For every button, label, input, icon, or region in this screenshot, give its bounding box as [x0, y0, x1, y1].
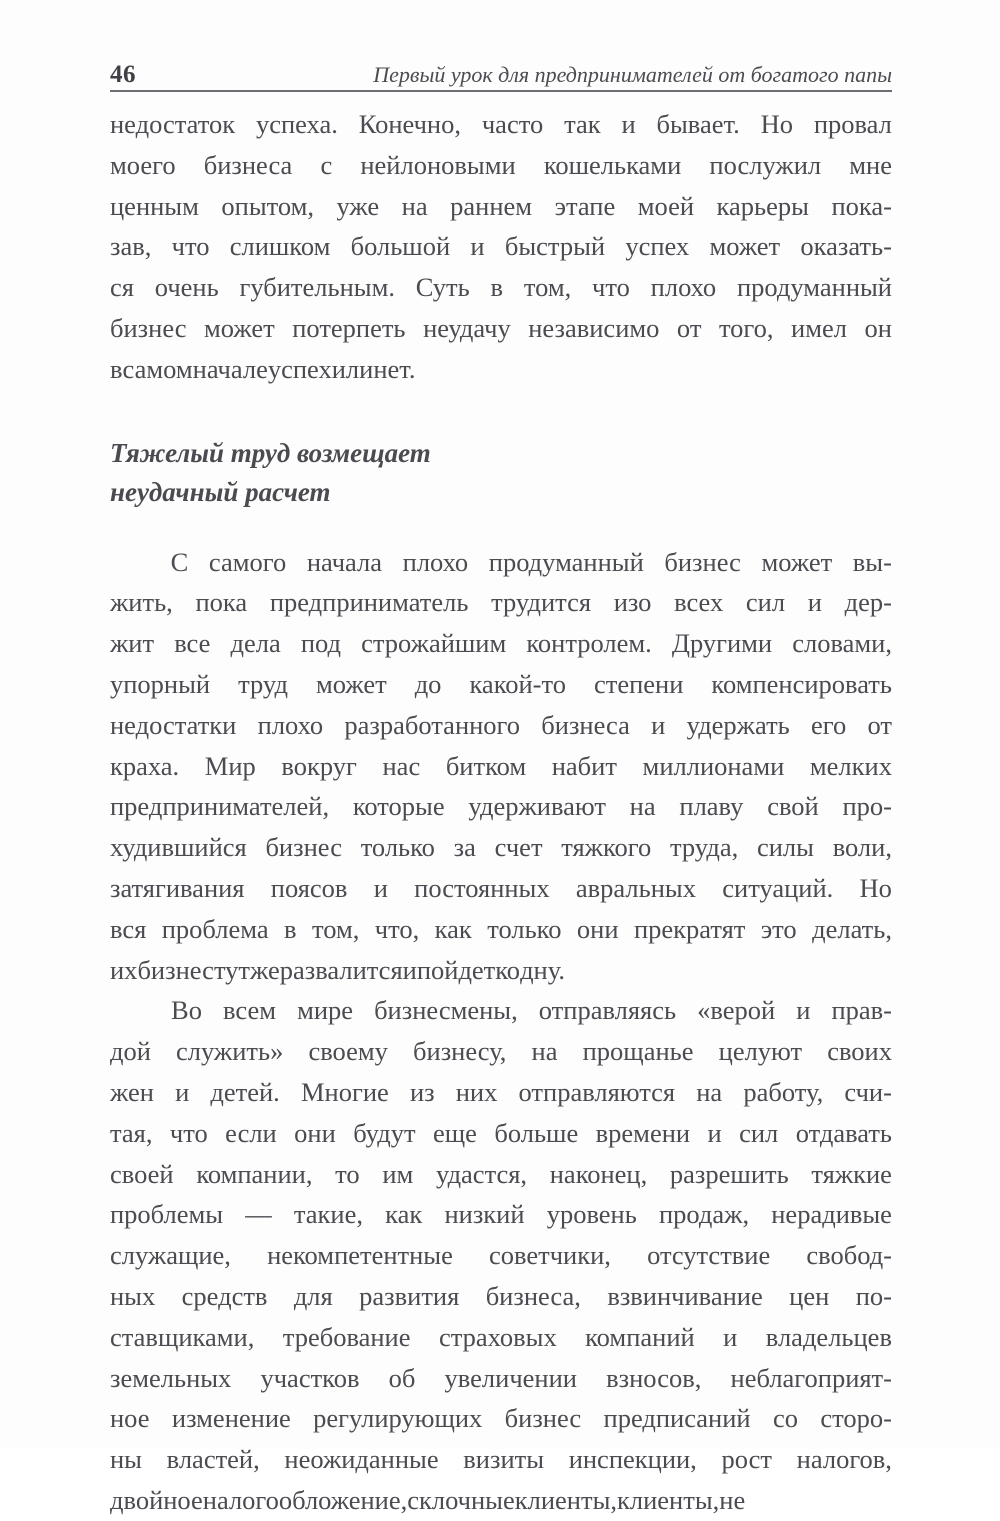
- word: тут: [213, 954, 250, 985]
- word: так: [564, 109, 601, 139]
- word: Суть: [415, 272, 470, 303]
- word: от: [676, 312, 702, 343]
- word: вокруг: [281, 750, 357, 781]
- word: нас: [382, 750, 421, 781]
- word: продуманный: [736, 272, 892, 303]
- word: он: [864, 312, 892, 343]
- text-line: [110, 1154, 892, 1195]
- word: прекратят: [633, 913, 746, 944]
- word: всем: [223, 995, 277, 1026]
- word: счет: [494, 832, 543, 863]
- word: ся: [110, 272, 134, 303]
- text-line: [110, 909, 892, 950]
- text-line: [110, 990, 892, 1031]
- word: что: [592, 272, 630, 303]
- word: сил: [739, 1117, 779, 1148]
- word: послужил: [709, 149, 822, 180]
- word: моей: [637, 190, 695, 221]
- word: неожиданные: [284, 1444, 439, 1475]
- word: предписаний: [603, 1403, 751, 1434]
- word: «верой: [697, 995, 776, 1026]
- word: все: [174, 628, 211, 659]
- word: воли,: [832, 832, 892, 863]
- word: дела: [230, 628, 281, 659]
- word: прощанье: [582, 1036, 694, 1067]
- word: продуманный: [488, 546, 644, 577]
- word: этапе: [554, 190, 616, 221]
- word: детей.: [210, 1076, 280, 1107]
- text-column: [110, 104, 892, 1521]
- word: времени: [595, 1117, 691, 1148]
- word: самого: [208, 546, 287, 577]
- text-line: [110, 827, 892, 868]
- word: регулирующих: [313, 1403, 483, 1434]
- word: карьеры: [716, 190, 809, 221]
- word: труд: [238, 668, 288, 699]
- word: свой: [767, 791, 819, 822]
- text-line: [110, 746, 892, 787]
- word: они: [576, 913, 619, 944]
- word: цен: [789, 1280, 830, 1311]
- text-line: [110, 1194, 892, 1235]
- word: прав-: [831, 995, 892, 1026]
- word: нет.: [373, 353, 416, 384]
- word: бизнес: [137, 954, 214, 985]
- word: пока: [195, 587, 248, 618]
- word: не: [719, 1484, 746, 1515]
- text-line: [110, 308, 892, 349]
- word: работу,: [743, 1076, 824, 1107]
- word: своему: [308, 1036, 388, 1067]
- word: независимо: [528, 312, 660, 343]
- text-line: [110, 786, 892, 827]
- text-line: [110, 1072, 892, 1113]
- word: —: [245, 1199, 272, 1230]
- word: Но: [760, 109, 793, 139]
- word: низкий: [444, 1199, 525, 1230]
- word: целуют: [718, 1036, 803, 1067]
- text-line: [110, 1113, 892, 1154]
- word: Во: [171, 995, 202, 1026]
- paragraph-indent: [110, 990, 150, 1031]
- word: ставщиками,: [110, 1321, 255, 1352]
- word: отправляются: [518, 1076, 676, 1107]
- text-line: [110, 349, 892, 390]
- word: имел: [791, 312, 847, 343]
- word: и: [470, 231, 485, 262]
- word: мире: [297, 995, 354, 1026]
- word: что: [171, 231, 210, 262]
- word: худившийся: [110, 832, 247, 863]
- word: клиенты,: [514, 1484, 618, 1515]
- word: тяжкие: [811, 1158, 892, 1189]
- word: уровень: [546, 1199, 637, 1230]
- word: разрешить: [669, 1158, 789, 1189]
- word: земельных: [110, 1362, 232, 1393]
- word: часто: [481, 109, 544, 139]
- word: авральных: [575, 872, 696, 903]
- word: бизнеса: [203, 149, 293, 180]
- word: мне: [849, 149, 892, 180]
- word: изо: [613, 587, 652, 618]
- word: и: [807, 587, 822, 618]
- word: компенсировать: [711, 668, 892, 699]
- word: плаву: [679, 791, 744, 822]
- word: плохо: [402, 546, 469, 577]
- word: кошельками: [543, 149, 682, 180]
- text-line: [110, 1439, 892, 1480]
- word: своей: [110, 1158, 174, 1189]
- section-heading-line-2: неудачный расчет: [110, 476, 331, 507]
- word: владельцев: [765, 1321, 892, 1352]
- word: том,: [311, 913, 360, 944]
- word: бывает.: [656, 109, 740, 139]
- word: и: [373, 872, 388, 903]
- word: тая,: [110, 1117, 153, 1148]
- word: которые: [352, 791, 445, 822]
- word: как: [385, 1199, 423, 1230]
- word: опытом,: [221, 190, 315, 221]
- word: краха.: [110, 750, 180, 781]
- running-title: Первый урок для предпринимателей от богатого папы: [373, 62, 892, 87]
- word: по-: [855, 1280, 892, 1311]
- word: рост: [721, 1444, 772, 1475]
- word: и: [651, 709, 666, 740]
- word: самом: [122, 353, 193, 384]
- word: ко: [495, 954, 521, 985]
- word: такие,: [293, 1199, 364, 1230]
- paragraph-1: [110, 104, 892, 390]
- word: оказать-: [800, 231, 892, 262]
- word: Мир: [204, 750, 256, 781]
- word: слишком: [229, 231, 331, 262]
- word: взносов,: [606, 1362, 702, 1393]
- word: бизнеса: [541, 709, 630, 740]
- word: в: [110, 353, 123, 384]
- word: Конечно,: [358, 109, 461, 139]
- word: отправляясь: [538, 995, 677, 1026]
- word: под: [300, 628, 342, 659]
- word: быстрый: [504, 231, 606, 262]
- text-line: [110, 868, 892, 909]
- word: может: [761, 546, 833, 577]
- word: от: [867, 709, 892, 740]
- word: в: [490, 272, 504, 303]
- text-line: [110, 542, 892, 583]
- word: изменение: [171, 1403, 291, 1434]
- word: и: [175, 1076, 190, 1107]
- word: как: [434, 913, 472, 944]
- word: миллионами: [642, 750, 785, 781]
- word: какой-то: [469, 668, 566, 699]
- word: на: [531, 1036, 558, 1067]
- word: плохо: [650, 272, 717, 303]
- word: удерживают: [468, 791, 606, 822]
- word: будут: [353, 1117, 416, 1148]
- word: советчики,: [489, 1240, 611, 1271]
- word: ны: [110, 1444, 142, 1475]
- word: в: [284, 913, 297, 944]
- word: об: [388, 1362, 416, 1393]
- word: том,: [523, 272, 572, 303]
- word: развития: [359, 1280, 460, 1311]
- word: что: [169, 1117, 208, 1148]
- word: губительным.: [239, 272, 395, 303]
- text-line: [110, 1358, 892, 1399]
- word: они: [294, 1117, 336, 1148]
- word: сторо-: [820, 1403, 892, 1434]
- word: них: [455, 1076, 498, 1107]
- word: постоянных: [414, 872, 550, 903]
- word: их: [110, 954, 138, 985]
- text-line: [110, 705, 892, 746]
- word: отдавать: [795, 1117, 892, 1148]
- word: инспекции,: [568, 1444, 697, 1475]
- word: предпринимателей,: [110, 791, 330, 822]
- word: участков: [260, 1362, 360, 1393]
- word: страховых: [438, 1321, 557, 1352]
- word: свобод-: [806, 1240, 892, 1271]
- running-head: [110, 52, 892, 92]
- paragraph-2: [110, 542, 892, 991]
- word: взвинчивание: [607, 1280, 763, 1311]
- word: то: [335, 1158, 360, 1189]
- word: компании,: [196, 1158, 313, 1189]
- word: жить,: [110, 587, 173, 618]
- word: нейлоновыми: [360, 149, 516, 180]
- word: что,: [374, 913, 420, 944]
- text-line: [110, 1398, 892, 1439]
- word: битком: [445, 750, 527, 781]
- paragraph-3: [110, 990, 892, 1520]
- word: если: [225, 1117, 277, 1148]
- word: трудится: [491, 587, 592, 618]
- word: очень: [154, 272, 219, 303]
- word: начала: [306, 546, 383, 577]
- text-line: [110, 186, 892, 227]
- paragraph-indent: [110, 542, 150, 583]
- word: и: [707, 1117, 722, 1148]
- word: только: [360, 832, 435, 863]
- word: ных: [110, 1280, 156, 1311]
- word: С: [170, 546, 189, 577]
- section-heading-line-1: Тяжелый труд возмещает: [110, 437, 431, 468]
- word: или: [331, 353, 374, 384]
- word: налогов,: [796, 1444, 892, 1475]
- word: удастся,: [435, 1158, 528, 1189]
- word: затягивания: [110, 872, 245, 903]
- word: больше: [494, 1117, 579, 1148]
- word: и: [621, 109, 636, 139]
- word: недостаток: [110, 109, 236, 139]
- word: бизнес: [504, 1403, 582, 1434]
- word: на: [629, 791, 656, 822]
- text-line: [110, 1235, 892, 1276]
- word: только: [487, 913, 562, 944]
- word: Но: [859, 872, 892, 903]
- word: это: [760, 913, 797, 944]
- word: своих: [827, 1036, 892, 1067]
- word: отсутствие: [647, 1240, 771, 1271]
- word: компаний: [585, 1321, 695, 1352]
- word: словами,: [792, 628, 892, 659]
- word: моего: [110, 149, 176, 180]
- word: жен: [110, 1076, 154, 1107]
- word: набит: [551, 750, 617, 781]
- word: мелких: [809, 750, 892, 781]
- text-line: [110, 145, 892, 186]
- word: проблемы: [110, 1199, 224, 1230]
- word: на: [696, 1076, 723, 1107]
- word: счи-: [844, 1076, 892, 1107]
- word: до: [414, 668, 442, 699]
- text-line: [110, 1031, 892, 1072]
- word: двойное: [110, 1484, 203, 1515]
- text-line: [110, 104, 892, 145]
- word: раннем: [450, 190, 533, 221]
- word: всех: [674, 587, 724, 618]
- word: потерпеть: [292, 312, 406, 343]
- section-heading: [110, 434, 892, 512]
- word: плохо: [257, 709, 324, 740]
- word: пока-: [831, 190, 892, 221]
- word: делать,: [812, 913, 892, 944]
- word: зав,: [110, 231, 152, 262]
- word: и: [723, 1321, 738, 1352]
- word: может: [316, 668, 387, 699]
- text-line: [110, 664, 892, 705]
- word: служащие,: [110, 1240, 231, 1271]
- word: строжайшим: [361, 628, 507, 659]
- word: того,: [718, 312, 774, 343]
- word: дой: [110, 1036, 151, 1067]
- word: степени: [593, 668, 684, 699]
- word: со: [772, 1403, 798, 1434]
- word: дер-: [844, 587, 892, 618]
- word: бизнесмены,: [374, 995, 518, 1026]
- word: продаж,: [658, 1199, 750, 1230]
- word: силы: [756, 832, 814, 863]
- word: успеха.: [255, 109, 338, 139]
- word: Многие: [300, 1076, 389, 1107]
- word: требование: [282, 1321, 411, 1352]
- word: успех: [267, 353, 332, 384]
- word: нерадивые: [771, 1199, 892, 1230]
- word: начале: [192, 353, 268, 384]
- text-line: [110, 1317, 892, 1358]
- word: бизнес: [265, 832, 342, 863]
- text-line: [110, 582, 892, 623]
- word: контролем.: [526, 628, 652, 659]
- word: визиты: [463, 1444, 545, 1475]
- word: Другими: [671, 628, 773, 659]
- word: увеличении: [444, 1362, 577, 1393]
- word: бизнесу,: [413, 1036, 507, 1067]
- word: развалится: [279, 954, 403, 985]
- word: вы-: [852, 546, 892, 577]
- word: уже: [336, 190, 380, 221]
- word: труда,: [669, 832, 739, 863]
- word: недостатки: [110, 709, 237, 740]
- word: провал: [813, 109, 892, 139]
- word: жит: [110, 628, 155, 659]
- word: разработанного: [344, 709, 521, 740]
- word: упорный: [110, 668, 211, 699]
- word: же: [250, 954, 280, 985]
- word: удержать: [686, 709, 790, 740]
- word: за: [453, 832, 476, 863]
- word: проблема: [161, 913, 269, 944]
- word: пойдет: [416, 954, 496, 985]
- word: неудачу: [423, 312, 511, 343]
- word: может: [204, 312, 275, 343]
- word: успех: [625, 231, 690, 262]
- word: предприниматель: [269, 587, 469, 618]
- word: поясов: [270, 872, 348, 903]
- word: бизнес: [664, 546, 741, 577]
- word: дну.: [520, 954, 565, 985]
- text-line: [110, 267, 892, 308]
- word: наконец,: [549, 1158, 648, 1189]
- word: неблагоприят-: [730, 1362, 892, 1393]
- word: властей,: [166, 1444, 260, 1475]
- word: может: [709, 231, 781, 262]
- word: ситуаций.: [722, 872, 834, 903]
- word: с: [320, 149, 333, 180]
- word: вся: [110, 913, 147, 944]
- word: служить»: [176, 1036, 284, 1067]
- word: еще: [433, 1117, 477, 1148]
- word: на: [401, 190, 428, 221]
- word: бизнеса,: [485, 1280, 581, 1311]
- word: из: [409, 1076, 435, 1107]
- word: бизнес: [110, 312, 187, 343]
- word: тяжкого: [561, 832, 652, 863]
- word: ное: [110, 1403, 150, 1434]
- word: клиенты,: [617, 1484, 720, 1515]
- page-number: 46: [110, 61, 136, 88]
- word: про-: [842, 791, 892, 822]
- word: средств: [181, 1280, 268, 1311]
- word: и: [796, 995, 811, 1026]
- text-line: [110, 623, 892, 664]
- word: им: [382, 1158, 414, 1189]
- word: сил: [745, 587, 786, 618]
- word: склочные: [407, 1484, 515, 1515]
- word: его: [811, 709, 847, 740]
- text-line: [110, 950, 892, 991]
- word: некомпетентные: [267, 1240, 453, 1271]
- word: ценным: [110, 190, 199, 221]
- word: и: [402, 954, 417, 985]
- text-line: [110, 1480, 892, 1521]
- text-line: [110, 1276, 892, 1317]
- word: для: [293, 1280, 333, 1311]
- text-line: [110, 226, 892, 267]
- word: налогообложение,: [202, 1484, 408, 1515]
- word: большой: [350, 231, 451, 262]
